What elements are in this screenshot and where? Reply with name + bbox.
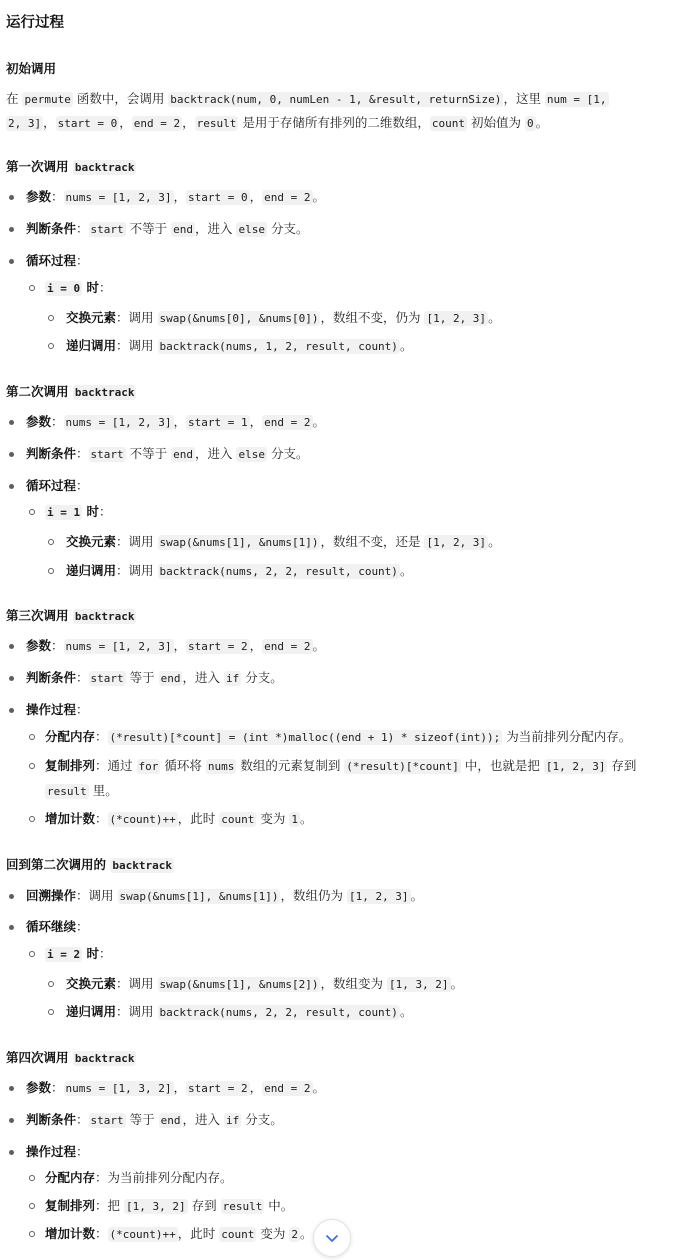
inline-code: [1, 2, 3] bbox=[426, 536, 487, 549]
text: ： bbox=[98, 946, 112, 961]
text: ，数组仍为 bbox=[280, 888, 347, 903]
list-item bbox=[66, 309, 501, 328]
bullet-circle bbox=[29, 1175, 35, 1181]
text: 时 bbox=[82, 946, 99, 961]
inline-code: swap(&nums[1], &nums[1]) bbox=[119, 890, 279, 903]
text: 不等于 bbox=[125, 221, 172, 236]
item-label: 交换元素 bbox=[66, 534, 117, 549]
text: ， bbox=[43, 115, 56, 130]
text: 调用 bbox=[128, 534, 158, 549]
text: ： bbox=[76, 1144, 89, 1159]
text: 。 bbox=[312, 414, 326, 429]
list-item bbox=[66, 975, 463, 994]
text: 时 bbox=[82, 504, 99, 519]
bullet-circle bbox=[48, 343, 54, 349]
inline-code: backtrack(num, 0, numLen - 1, &result, returnSize) bbox=[170, 93, 502, 106]
bullet-dot bbox=[9, 259, 14, 264]
text: ： bbox=[116, 534, 129, 549]
inline-code: backtrack(nums, 2, 2, result, count) bbox=[159, 1006, 398, 1019]
text: ， bbox=[249, 1080, 263, 1095]
item-label: 判断条件 bbox=[26, 670, 77, 685]
inline-code: i = 2 bbox=[47, 948, 81, 961]
bullet-dot bbox=[9, 1118, 14, 1123]
inline-code: end = 2 bbox=[264, 1082, 311, 1095]
bullet-circle bbox=[29, 1203, 35, 1209]
item-label: 增加计数 bbox=[45, 811, 96, 826]
item-label: 判断条件 bbox=[26, 221, 77, 236]
text: ： bbox=[95, 729, 108, 744]
item-label: 操作过程 bbox=[26, 1144, 77, 1159]
inline-code: 2, 3] bbox=[8, 117, 42, 130]
text: 时 bbox=[82, 280, 99, 295]
text: 中，也就是把 bbox=[460, 758, 544, 773]
text: ： bbox=[76, 888, 89, 903]
list-item bbox=[45, 1225, 312, 1244]
text: 中。 bbox=[264, 1198, 294, 1213]
inline-code: swap(&nums[1], &nums[2]) bbox=[159, 978, 319, 991]
item-label: 判断条件 bbox=[26, 1112, 77, 1127]
text: 调用 bbox=[128, 976, 158, 991]
text: 。 bbox=[399, 1004, 413, 1019]
inline-code: i = 0 bbox=[47, 282, 81, 295]
bullet-circle bbox=[29, 509, 35, 515]
bullet-circle bbox=[29, 285, 35, 291]
text: ： bbox=[76, 919, 89, 934]
inline-code: (*result)[*count] = (int *)malloc((end + 1) * sizeof(int)); bbox=[109, 731, 501, 744]
list-item bbox=[26, 1143, 89, 1161]
inline-code: [1, 2, 3] bbox=[348, 890, 409, 903]
text: 函数中，会调用 bbox=[72, 91, 169, 106]
scroll-down-button[interactable] bbox=[313, 1219, 351, 1257]
list-item bbox=[66, 533, 501, 552]
item-label: 交换元素 bbox=[66, 310, 117, 325]
bullet-circle bbox=[29, 734, 35, 740]
list-item bbox=[45, 1197, 293, 1216]
item-label: 判断条件 bbox=[26, 446, 77, 461]
text: ， bbox=[173, 638, 187, 653]
text: ： bbox=[116, 1004, 129, 1019]
inline-code: [1, 3, 2] bbox=[126, 1200, 186, 1213]
text: ： bbox=[116, 338, 129, 353]
inline-code: count bbox=[221, 813, 255, 826]
inline-code: nums = [1, 2, 3] bbox=[65, 191, 172, 204]
text: 回到第二次调用的 bbox=[6, 857, 111, 872]
list-item bbox=[26, 413, 325, 432]
inline-code: backtrack bbox=[74, 386, 135, 399]
inline-code: else bbox=[238, 223, 265, 236]
list-item bbox=[26, 887, 423, 906]
inline-code: end = 2 bbox=[264, 640, 311, 653]
text: 分支。 bbox=[241, 1112, 283, 1127]
inline-code: num = [1, bbox=[546, 93, 607, 106]
inline-code: start = 2 bbox=[188, 1082, 248, 1095]
item-label: 循环过程 bbox=[26, 478, 77, 493]
section-heading-back-to-call-2 bbox=[6, 856, 174, 875]
bullet-circle bbox=[48, 539, 54, 545]
inline-code: end = 2 bbox=[264, 191, 311, 204]
item-label: 参数 bbox=[26, 414, 52, 429]
list-item-continuation bbox=[45, 782, 118, 801]
item-label: 参数 bbox=[26, 638, 52, 653]
inline-code: (*count)++ bbox=[109, 1228, 176, 1241]
text: 。 bbox=[399, 338, 413, 353]
inline-code: backtrack(nums, 2, 2, result, count) bbox=[159, 565, 398, 578]
text: 存到 bbox=[187, 1198, 221, 1213]
text: ： bbox=[76, 446, 89, 461]
item-label: 回溯操作 bbox=[26, 888, 77, 903]
text: ，此时 bbox=[177, 811, 220, 826]
list-item bbox=[26, 1111, 283, 1130]
text: ： bbox=[116, 310, 129, 325]
list-item bbox=[45, 503, 112, 522]
list-item bbox=[66, 1003, 412, 1022]
list-item bbox=[26, 637, 325, 656]
text: ， bbox=[249, 638, 263, 653]
text: 初始值为 bbox=[467, 115, 525, 130]
text: 调用 bbox=[88, 888, 118, 903]
paragraph-initial-line-1 bbox=[6, 90, 609, 109]
text: 调用 bbox=[128, 1004, 158, 1019]
bullet-dot bbox=[9, 484, 14, 489]
text: ，此时 bbox=[177, 1226, 220, 1241]
inline-code: backtrack bbox=[112, 859, 172, 872]
item-label: 递归调用 bbox=[66, 563, 117, 578]
text: 。 bbox=[410, 888, 424, 903]
paragraph-initial-line-2 bbox=[6, 114, 548, 133]
inline-code: (*count)++ bbox=[109, 813, 176, 826]
text: 。 bbox=[535, 115, 549, 130]
inline-code: [1, 2, 3] bbox=[545, 760, 606, 773]
inline-code: if bbox=[225, 1114, 240, 1127]
text: 。 bbox=[488, 534, 501, 549]
text: ： bbox=[51, 638, 64, 653]
item-label: 复制排列 bbox=[45, 1198, 96, 1213]
bullet-circle bbox=[48, 1009, 54, 1015]
text: ： bbox=[98, 280, 112, 295]
text: 为当前排列分配内存。 bbox=[502, 729, 632, 744]
bullet-dot bbox=[9, 195, 14, 200]
inline-code: 1 bbox=[291, 813, 298, 826]
list-item bbox=[26, 701, 89, 719]
text: 分支。 bbox=[266, 446, 309, 461]
text: 等于 bbox=[125, 670, 159, 685]
list-item bbox=[26, 918, 89, 936]
bullet-dot bbox=[9, 676, 14, 681]
inline-code: nums = [1, 3, 2] bbox=[65, 1082, 172, 1095]
text: ： bbox=[76, 478, 89, 493]
inline-code: end = 2 bbox=[133, 117, 181, 130]
text: ： bbox=[95, 1226, 108, 1241]
text: 第三次调用 bbox=[6, 608, 73, 623]
list-item bbox=[45, 757, 636, 776]
list-item bbox=[26, 220, 308, 239]
inline-code: end bbox=[160, 1114, 181, 1127]
inline-code: result bbox=[47, 785, 87, 798]
text: ， bbox=[119, 115, 132, 130]
text: ： bbox=[76, 670, 89, 685]
bullet-dot bbox=[9, 894, 14, 899]
text: ， bbox=[173, 189, 187, 204]
text: 调用 bbox=[128, 563, 158, 578]
inline-code: [1, 3, 2] bbox=[388, 978, 449, 991]
inline-code: end bbox=[173, 223, 193, 236]
text: ，数组不变，仍为 bbox=[320, 310, 425, 325]
bullet-dot bbox=[9, 1086, 14, 1091]
text: ： bbox=[95, 1198, 108, 1213]
inline-code: start bbox=[90, 448, 124, 461]
bullet-dot bbox=[9, 452, 14, 457]
text: ，进入 bbox=[182, 670, 224, 685]
inline-code: (*result)[*count] bbox=[346, 760, 459, 773]
text: 把 bbox=[107, 1198, 125, 1213]
inline-code: nums = [1, 2, 3] bbox=[65, 416, 172, 429]
text: ： bbox=[76, 1112, 89, 1127]
item-label: 参数 bbox=[26, 189, 52, 204]
section-heading-call-4 bbox=[6, 1049, 136, 1068]
item-label: 循环过程 bbox=[26, 253, 77, 268]
list-item bbox=[45, 728, 631, 747]
text: ，数组不变，还是 bbox=[320, 534, 425, 549]
list-item bbox=[45, 810, 312, 829]
inline-code: start bbox=[90, 1114, 124, 1127]
text: 。 bbox=[312, 638, 326, 653]
text: ，这里 bbox=[503, 91, 545, 106]
text: 第一次调用 bbox=[6, 159, 73, 174]
text: ： bbox=[51, 1080, 64, 1095]
list-item bbox=[26, 252, 89, 270]
text: 。 bbox=[312, 1080, 326, 1095]
text: ，数组变为 bbox=[320, 976, 387, 991]
text: ， bbox=[249, 189, 263, 204]
inline-code: end = 2 bbox=[264, 416, 311, 429]
text: 里。 bbox=[88, 783, 118, 798]
inline-code: count bbox=[221, 1228, 255, 1241]
text: 在 bbox=[6, 91, 23, 106]
section-heading-initial: 初始调用 bbox=[6, 61, 57, 76]
item-label: 递归调用 bbox=[66, 1004, 117, 1019]
bullet-circle bbox=[29, 951, 35, 957]
inline-code: 2 bbox=[291, 1228, 298, 1241]
text: ： bbox=[95, 811, 108, 826]
item-label: 循环继续 bbox=[26, 919, 77, 934]
section-heading-call-3 bbox=[6, 607, 136, 626]
section-heading-call-2 bbox=[6, 383, 136, 402]
text: ， bbox=[182, 115, 195, 130]
section-heading-call-1 bbox=[6, 158, 136, 177]
item-label: 交换元素 bbox=[66, 976, 117, 991]
inline-code: [1, 2, 3] bbox=[426, 312, 487, 325]
list-item bbox=[45, 1169, 233, 1187]
bullet-dot bbox=[9, 1150, 14, 1155]
list-item bbox=[26, 669, 283, 688]
text: ， bbox=[173, 1080, 187, 1095]
list-item bbox=[45, 279, 112, 298]
text: ， bbox=[173, 414, 187, 429]
text: 第四次调用 bbox=[6, 1050, 73, 1065]
text: ： bbox=[98, 504, 112, 519]
text: 第二次调用 bbox=[6, 384, 73, 399]
item-label: 递归调用 bbox=[66, 338, 117, 353]
inline-code: nums = [1, 2, 3] bbox=[65, 640, 172, 653]
list-item bbox=[26, 188, 325, 207]
inline-code: if bbox=[225, 672, 240, 685]
text: 数组的元素复制到 bbox=[236, 758, 345, 773]
bullet-dot bbox=[9, 644, 14, 649]
text: 是用于存储所有排列的二维数组， bbox=[238, 115, 430, 130]
inline-code: start = 0 bbox=[57, 117, 118, 130]
inline-code: backtrack bbox=[74, 161, 135, 174]
inline-code: 0 bbox=[526, 117, 534, 130]
bullet-dot bbox=[9, 708, 14, 713]
text: ： bbox=[76, 702, 89, 717]
text: 为当前排列分配内存。 bbox=[107, 1170, 233, 1185]
inline-code: backtrack bbox=[74, 1052, 135, 1065]
inline-code: end bbox=[160, 672, 181, 685]
text: ， bbox=[249, 414, 263, 429]
text: ，进入 bbox=[194, 446, 237, 461]
text: ： bbox=[76, 221, 89, 236]
bullet-circle bbox=[29, 763, 35, 769]
bullet-circle bbox=[29, 1231, 35, 1237]
text: 。 bbox=[312, 189, 326, 204]
text: 存到 bbox=[607, 758, 637, 773]
text: 等于 bbox=[125, 1112, 159, 1127]
inline-code: for bbox=[138, 760, 159, 773]
bullet-dot bbox=[9, 420, 14, 425]
inline-code: start bbox=[90, 672, 124, 685]
bullet-dot bbox=[9, 227, 14, 232]
inline-code: backtrack(nums, 1, 2, result, count) bbox=[159, 340, 398, 353]
text: ： bbox=[76, 253, 89, 268]
list-item bbox=[26, 1079, 325, 1098]
text: 调用 bbox=[128, 338, 158, 353]
item-label: 分配内存 bbox=[45, 729, 96, 744]
text: 通过 bbox=[107, 758, 137, 773]
text: 不等于 bbox=[125, 446, 172, 461]
bullet-circle bbox=[48, 315, 54, 321]
inline-code: count bbox=[431, 117, 465, 130]
text: 。 bbox=[450, 976, 464, 991]
page-title: 运行过程 bbox=[6, 15, 64, 31]
item-label: 增加计数 bbox=[45, 1226, 96, 1241]
text: ： bbox=[116, 563, 129, 578]
item-label: 复制排列 bbox=[45, 758, 96, 773]
item-label: 参数 bbox=[26, 1080, 52, 1095]
bullet-dot bbox=[9, 925, 14, 930]
text: ： bbox=[116, 976, 129, 991]
inline-code: else bbox=[238, 448, 265, 461]
inline-code: end bbox=[173, 448, 193, 461]
text: 。 bbox=[299, 1226, 313, 1241]
bullet-circle bbox=[29, 816, 35, 822]
chevron-down-icon bbox=[324, 1230, 340, 1246]
list-item bbox=[26, 445, 308, 464]
text: 调用 bbox=[128, 310, 158, 325]
inline-code: swap(&nums[1], &nums[1]) bbox=[159, 536, 319, 549]
inline-code: result bbox=[222, 1200, 263, 1213]
text: 变为 bbox=[256, 1226, 290, 1241]
inline-code: result bbox=[196, 117, 237, 130]
text: 分支。 bbox=[266, 221, 309, 236]
text: 变为 bbox=[256, 811, 290, 826]
list-item bbox=[45, 945, 112, 964]
inline-code: backtrack bbox=[74, 610, 135, 623]
inline-code: start = 0 bbox=[188, 191, 248, 204]
bullet-circle bbox=[48, 981, 54, 987]
text: ： bbox=[51, 414, 64, 429]
inline-code: permute bbox=[24, 93, 71, 106]
text: ，进入 bbox=[194, 221, 237, 236]
list-item bbox=[26, 477, 89, 495]
item-label: 操作过程 bbox=[26, 702, 77, 717]
text: ： bbox=[51, 189, 64, 204]
text: 。 bbox=[299, 811, 313, 826]
text: 。 bbox=[399, 563, 413, 578]
inline-code: start = 1 bbox=[188, 416, 248, 429]
bullet-circle bbox=[48, 568, 54, 574]
list-item bbox=[66, 337, 412, 356]
text: ： bbox=[95, 758, 108, 773]
text: ： bbox=[95, 1170, 108, 1185]
list-item bbox=[66, 562, 412, 581]
inline-code: swap(&nums[0], &nums[0]) bbox=[159, 312, 319, 325]
inline-code: nums bbox=[207, 760, 235, 773]
text: 。 bbox=[488, 310, 501, 325]
inline-code: start = 2 bbox=[188, 640, 248, 653]
text: 循环将 bbox=[160, 758, 206, 773]
inline-code: start bbox=[90, 223, 124, 236]
item-label: 分配内存 bbox=[45, 1170, 96, 1185]
text: ，进入 bbox=[182, 1112, 224, 1127]
inline-code: i = 1 bbox=[47, 506, 81, 519]
text: 分支。 bbox=[241, 670, 283, 685]
